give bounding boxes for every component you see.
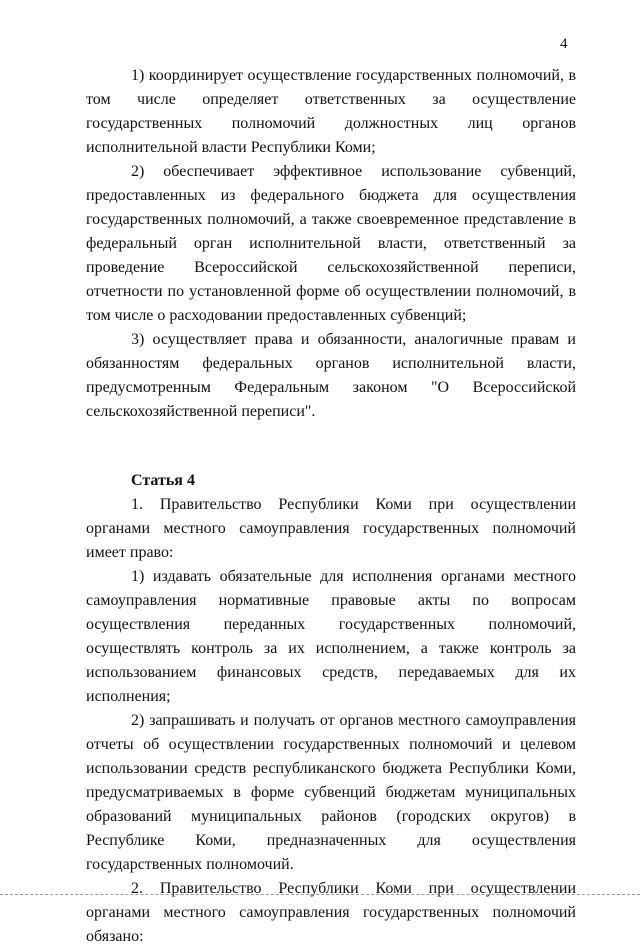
paragraph-government-obligations: 2. Правительство Республики Коми при осуществлении органами местного самоуправления государственных полномочий обязано: (86, 880, 576, 945)
paragraph-request-reports: 2) запрашивать и получать от органов местного самоуправления отчеты об осуществлении государственных полномочий и целевом использовании средств республиканского бюджета Республики Коми, предусматриваемых в форме субвенций бюджетам муниципальных образований муниципальных районов (городских округов) в Республике Коми, предназначенных для осуществления государственных полномочий. (86, 712, 576, 873)
article-heading: Статья 4 (131, 472, 195, 489)
paragraph-issue-acts: 1) издавать обязательные для исполнения органами местного самоуправления нормативные правовые акты по вопросам осуществления переданных государственных полномочий, осуществлять контроль за их исполнением, а также контроль за использованием финансовых средств, передаваемых для их исполнения; (86, 568, 576, 705)
paragraph-government-rights: 1. Правительство Республики Коми при осуществлении органами местного самоуправления государственных полномочий имеет право: (86, 496, 576, 561)
paragraph-subventions: 2) обеспечивает эффективное использование субвенций, предоставленных из федерального бюджета для осуществления государственных полномочий, а также своевременное представление в федеральный орган исполнительной власти, ответственный за проведение Всероссийской сельскохозяйственной переписи, отчетности по установленной форме об осуществлении полномочий, в том числе о расходовании предоставленных субвенций; (86, 163, 576, 324)
document-body (86, 64, 576, 949)
page-number: 4 (560, 36, 568, 52)
paragraph-coordination: 1) координирует осуществление государственных полномочий, в том числе определяет ответственных за осуществление государственных полномочий должностных лиц органов исполнительной власти Республики Коми; (86, 67, 576, 156)
page-bottom-rule (0, 894, 640, 895)
paragraph-rights-obligations: 3) осуществляет права и обязанности, аналогичные правам и обязанностям федеральных органов исполнительной власти, предусмотренным Федеральным законом "О Всероссийской сельскохозяйственной переписи". (86, 331, 576, 420)
